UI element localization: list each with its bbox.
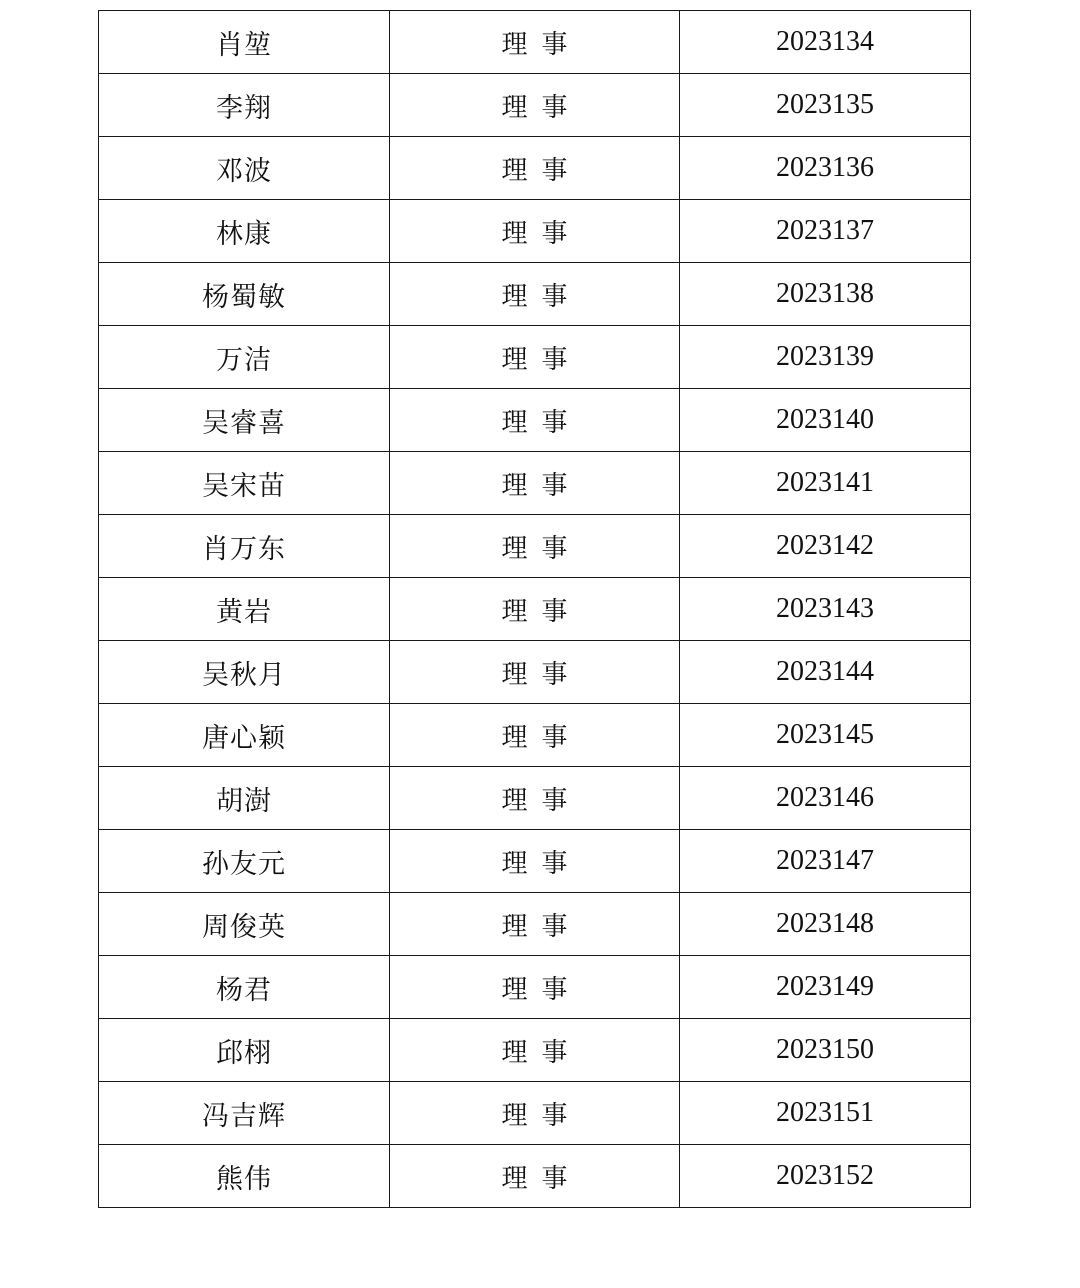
table-row <box>99 263 971 326</box>
member-role-cell: 理事 <box>390 263 680 326</box>
member-role-cell: 理事 <box>390 641 680 704</box>
member-name-cell: 唐心颖 <box>99 704 390 767</box>
member-role-cell: 理事 <box>390 452 680 515</box>
member-id-cell: 2023135 <box>680 74 971 137</box>
member-name-cell: 万洁 <box>99 326 390 389</box>
member-name-cell: 吴睿喜 <box>99 389 390 452</box>
member-name-cell: 孙友元 <box>99 830 390 893</box>
member-name-cell: 吴秋月 <box>99 641 390 704</box>
member-id-cell: 2023137 <box>680 200 971 263</box>
roster-body <box>99 11 971 1208</box>
member-role-cell: 理事 <box>390 1145 680 1208</box>
member-name-cell: 邓波 <box>99 137 390 200</box>
member-name-cell: 胡澍 <box>99 767 390 830</box>
member-role-cell: 理事 <box>390 767 680 830</box>
table-row <box>99 704 971 767</box>
member-name-cell: 杨蜀敏 <box>99 263 390 326</box>
table-row <box>99 578 971 641</box>
table-row <box>99 326 971 389</box>
table-row <box>99 74 971 137</box>
member-id-cell: 2023144 <box>680 641 971 704</box>
member-name-cell: 林康 <box>99 200 390 263</box>
member-name-cell: 肖堃 <box>99 11 390 74</box>
member-role-cell: 理事 <box>390 200 680 263</box>
member-name-cell: 熊伟 <box>99 1145 390 1208</box>
table-row <box>99 452 971 515</box>
member-role-cell: 理事 <box>390 1019 680 1082</box>
member-id-cell: 2023147 <box>680 830 971 893</box>
member-role-cell: 理事 <box>390 830 680 893</box>
member-name-cell: 吴宋苗 <box>99 452 390 515</box>
member-id-cell: 2023138 <box>680 263 971 326</box>
member-role-cell: 理事 <box>390 956 680 1019</box>
table-row <box>99 830 971 893</box>
member-role-cell: 理事 <box>390 389 680 452</box>
table-row <box>99 1082 971 1145</box>
member-id-cell: 2023149 <box>680 956 971 1019</box>
table-row <box>99 11 971 74</box>
table-row <box>99 515 971 578</box>
member-name-cell: 邱栩 <box>99 1019 390 1082</box>
member-name-cell: 肖万东 <box>99 515 390 578</box>
table-row <box>99 1145 971 1208</box>
table-row <box>99 893 971 956</box>
table-row <box>99 137 971 200</box>
member-name-cell: 杨君 <box>99 956 390 1019</box>
member-role-cell: 理事 <box>390 1082 680 1145</box>
member-roster-table <box>98 10 971 1208</box>
member-id-cell: 2023151 <box>680 1082 971 1145</box>
member-id-cell: 2023148 <box>680 893 971 956</box>
member-id-cell: 2023152 <box>680 1145 971 1208</box>
member-name-cell: 冯吉辉 <box>99 1082 390 1145</box>
table-row <box>99 1019 971 1082</box>
member-id-cell: 2023146 <box>680 767 971 830</box>
member-name-cell: 黄岩 <box>99 578 390 641</box>
member-role-cell: 理事 <box>390 704 680 767</box>
member-role-cell: 理事 <box>390 578 680 641</box>
member-role-cell: 理事 <box>390 11 680 74</box>
member-role-cell: 理事 <box>390 137 680 200</box>
member-id-cell: 2023136 <box>680 137 971 200</box>
table-row <box>99 767 971 830</box>
member-id-cell: 2023143 <box>680 578 971 641</box>
member-name-cell: 李翔 <box>99 74 390 137</box>
table-row <box>99 389 971 452</box>
table-row <box>99 200 971 263</box>
member-id-cell: 2023134 <box>680 11 971 74</box>
member-id-cell: 2023150 <box>680 1019 971 1082</box>
member-id-cell: 2023145 <box>680 704 971 767</box>
member-role-cell: 理事 <box>390 326 680 389</box>
table-row <box>99 956 971 1019</box>
member-role-cell: 理事 <box>390 893 680 956</box>
member-id-cell: 2023142 <box>680 515 971 578</box>
member-role-cell: 理事 <box>390 515 680 578</box>
member-name-cell: 周俊英 <box>99 893 390 956</box>
table-row <box>99 641 971 704</box>
member-role-cell: 理事 <box>390 74 680 137</box>
member-id-cell: 2023140 <box>680 389 971 452</box>
member-id-cell: 2023139 <box>680 326 971 389</box>
member-id-cell: 2023141 <box>680 452 971 515</box>
